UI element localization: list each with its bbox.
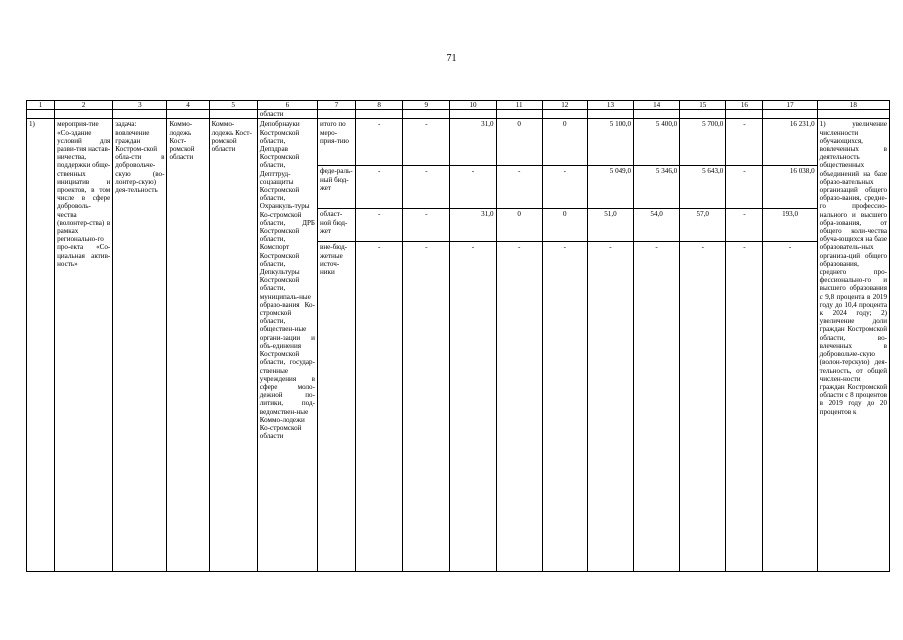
page-number: 71 [446,53,457,64]
funding-value: - [726,209,763,242]
column-number: 7 [317,101,355,110]
funding-total: 193,0 [763,209,817,242]
funding-value: 5 049,0 [587,166,633,209]
row-number: 1) [27,119,55,572]
funding-value: - [542,242,587,572]
column-number: 6 [257,101,317,110]
event-name: мероприя-тие «Со-здание условий для разви-тия настав-ничества, поддержки обще-ственных инициатив и проектов, в том числе в сфере доброволь-чества (волонтер-ства) в рамках регионально-го про-екта «Со-циальная актив-ность» [55,119,113,572]
funding-total: - [763,242,817,572]
funding-value: 5 100,0 [587,119,633,166]
funding-value: - [403,209,450,242]
funding-source: итого по меро-прия-тию [317,119,355,166]
funding-value: - [403,166,450,209]
funding-value: - [450,166,496,209]
column-number: 10 [450,101,496,110]
funding-value: 0 [542,209,587,242]
column-number: 13 [587,101,633,110]
funding-value: 31,0 [450,119,496,166]
funding-value: 5 400,0 [634,119,680,166]
coordinator: Коммо-лодежь Кост-ромской области [209,119,257,572]
funding-value: - [496,166,542,209]
funding-value: 51,0 [587,209,633,242]
task-text: задача: вовлечение граждан Костром-ской обла-сти в добровольче-скую (во-лонтер-скую) дея-тельность [113,119,167,572]
continuation-text: области [257,110,317,119]
funding-value: - [726,119,763,166]
column-number: 1 [27,101,55,110]
funding-source: вне-бюд-жетные источ-ники [317,242,355,572]
funding-value: - [403,119,450,166]
funding-value: 5 700,0 [680,119,726,166]
funding-value: - [356,119,403,166]
funding-value: 5 346,0 [634,166,680,209]
funding-value: 5 643,0 [680,166,726,209]
funding-value: 57,0 [680,209,726,242]
column-number: 9 [403,101,450,110]
column-number: 18 [817,101,889,110]
funding-value: - [356,166,403,209]
funding-value: - [542,166,587,209]
continuation-row [27,110,890,119]
funding-total: 16 038,0 [763,166,817,209]
column-number-row [27,101,890,110]
participants: Депобрнауки Костромской области, Депздрав Костромской области, Депттруд-соцзащиты Костромской области, Охранкуль-туры Ко-стромской области, ДРБ Костромской области, Комспорт Костромской области, Депкультуры Костромской области, муниципаль-ные образо-вания Ко-стромской области, обществен-ные органи-зации и объ-единения Костромской области, государ-ственные учреждения в сфере моло-дежной по-литики, под-ведомствен-ные Коммо-лодежи Ко-стромской области [257,119,317,572]
funding-value: 0 [542,119,587,166]
funding-value: - [403,242,450,572]
funding-value: - [634,242,680,572]
funding-value: - [450,242,496,572]
column-number: 3 [113,101,167,110]
funding-value: - [726,166,763,209]
column-number: 5 [209,101,257,110]
funding-total: 16 231,0 [763,119,817,166]
funding-value: - [587,242,633,572]
funding-value: 31,0 [450,209,496,242]
funding-source: област-ной бюд-жет [317,209,355,242]
program-table [26,100,890,572]
expected-result: 1) увеличение численности обучающихся, вовлеченных в деятельность общественных объединений на базе образо-вательных организаций общего образо-вания, средне-го профессио-нального и высшего обра-зования, от общего коли-чества обуча-ющихся на базе образователь-ных организа-ций общего образования, среднего про-фессионально-го и высшего образования с 9,8 процента в 2019 году до 10,4 процента к 2024 году; 2) увеличение доли граждан Костромской области, во-влеченных в добровольче-скую (волон-терскую) дея-тельность, от общей числен-ности граждан Костромской области с 8 процентов в 2019 году до 20 процентов к [817,119,889,572]
funding-value: - [356,242,403,572]
funding-value: 0 [496,209,542,242]
funding-value: - [680,242,726,572]
funding-value: - [356,209,403,242]
table-row [27,119,890,166]
column-number: 8 [356,101,403,110]
funding-source: феде-раль-ный бюд-жет [317,166,355,209]
column-number: 15 [680,101,726,110]
funding-value: 0 [496,119,542,166]
column-number: 16 [726,101,763,110]
funding-value: - [496,242,542,572]
funding-value: - [726,242,763,572]
column-number: 14 [634,101,680,110]
funding-value: 54,0 [634,209,680,242]
column-number: 17 [763,101,817,110]
column-number: 2 [55,101,113,110]
column-number: 12 [542,101,587,110]
responsible-executor: Коммо-лодежь Кост-ромской области [167,119,209,572]
column-number: 11 [496,101,542,110]
column-number: 4 [167,101,209,110]
